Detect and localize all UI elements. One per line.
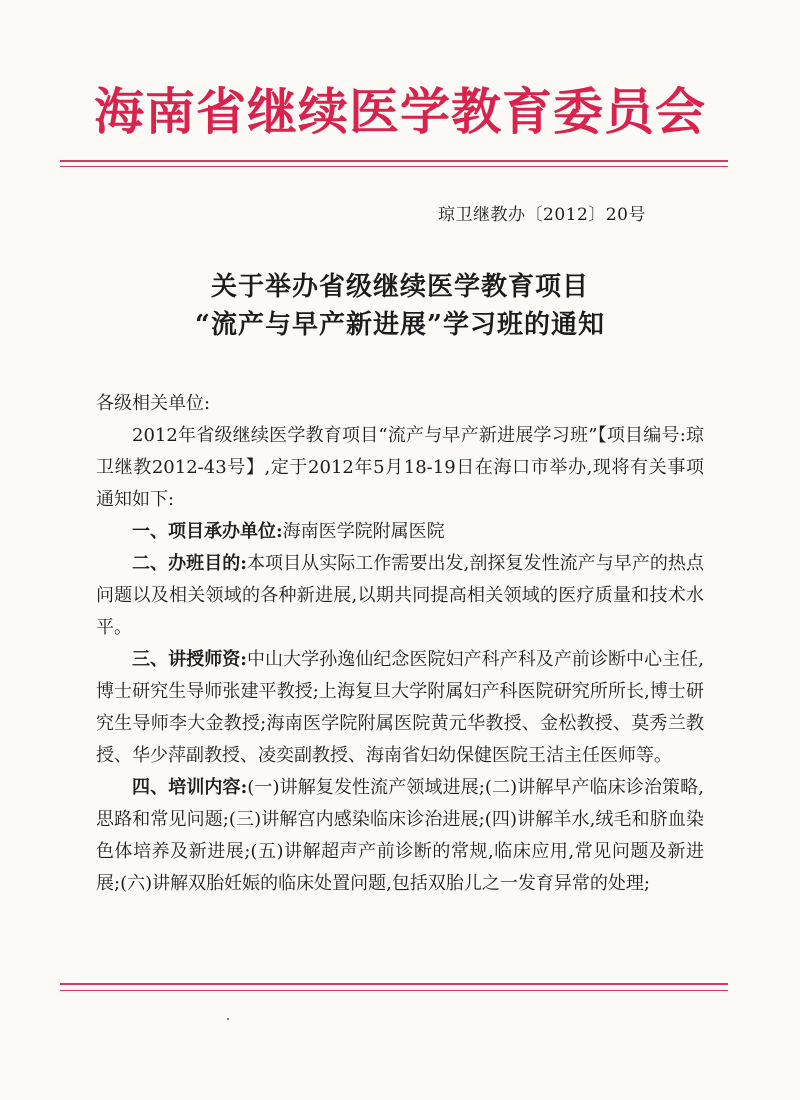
section-heading: 二、办班目的: [132,553,247,574]
section-paragraph [96,548,704,644]
section-paragraph [96,516,704,548]
salutation: 各级相关单位: [96,393,211,414]
section-heading: 一、项目承办单位: [132,521,283,542]
document-title-line-2: “流产与早产新进展”学习班的通知 [195,310,605,340]
section-paragraph [96,644,704,772]
document-body [96,388,704,900]
section-text: (一)讲解复发性流产领域进展;(二)讲解早产临床诊治策略,思路和常见问题;(三)讲解宫内感染临床诊治进展;(四)讲解羊水,绒毛和脐血染色体培养及新进展;(五)讲解超声产前诊断的常规,临床应用,常见问题及新进展;(六)讲解双胎妊娠的临床处置问题,包括双胎儿之一发育异常的处理; [96,777,704,894]
footer-rule-thick [60,983,728,985]
section-heading: 四、培训内容: [132,777,248,798]
document-number: 琼卫继教办〔2012〕20号 [438,205,646,225]
letterhead-rule-thin [60,166,728,167]
section-text: 中山大学孙逸仙纪念医院妇产科产科及产前诊断中心主任,博士研究生导师张建平教授;上海复旦大学附属妇产科医院研究所所长,博士研究生导师李大金教授;海南医学院附属医院黄元华教授、金松教授、莫秀兰教授、华少萍副教授、凌奕副教授、海南省妇幼保健医院王洁主任医师等。 [96,649,704,766]
section-paragraph [96,772,704,900]
section-text: 本项目从实际工作需要出发,剖探复发性流产与早产的热点问题以及相关领域的各种新进展,以期共同提高相关领域的医疗质量和技术水平。 [96,553,704,638]
letterhead-rule-thick [60,160,728,162]
section-heading: 三、讲授师资: [132,649,247,670]
section-text: 海南医学院附属医院 [282,521,445,542]
scan-speck [227,1018,229,1020]
organization-letterhead: 海南省继续医学教育委员会 [94,82,706,141]
footer-rule-thin [60,990,728,991]
intro-paragraph: 2012年省级继续医学教育项目“流产与早产新进展学习班”【项目编号:琼卫继教2012-43号】,定于2012年5月18-19日在海口市举办,现将有关事项通知如下: [96,425,704,510]
document-title-line-1: 关于举办省级继续医学教育项目 [210,272,589,302]
document-title [60,268,740,344]
